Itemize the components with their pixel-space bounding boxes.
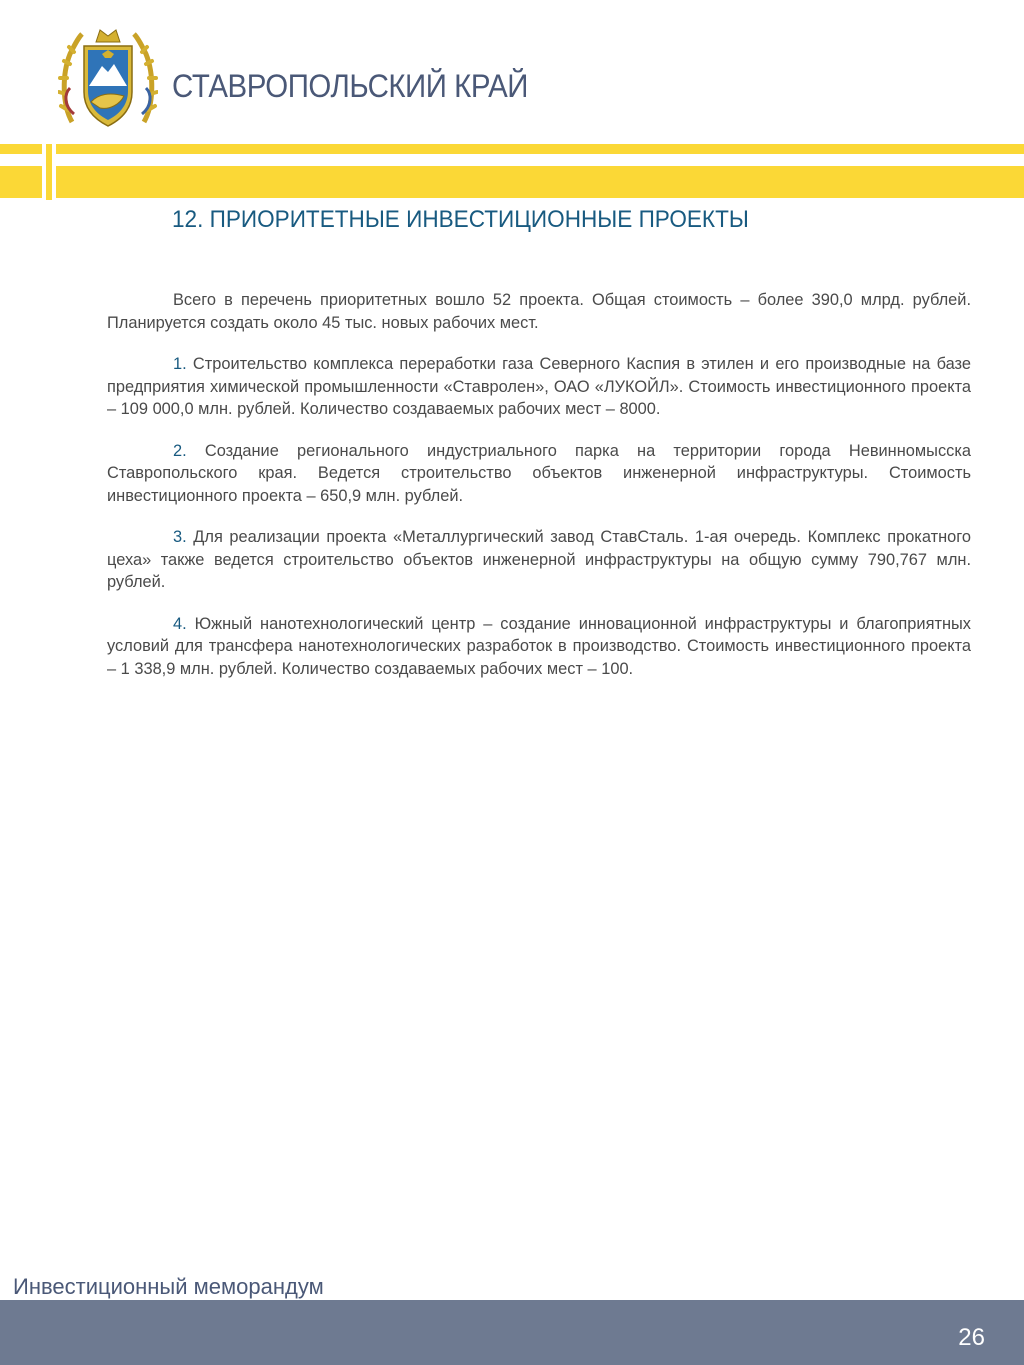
header-band-divider bbox=[42, 144, 56, 200]
intro-paragraph: Всего в перечень приоритетных вошло 52 проекта. Общая стоимость – более 390,0 млрд. рублей. Планируется создать около 45 тыс. новых рабочих мест. bbox=[107, 291, 971, 332]
project-paragraph-2 bbox=[107, 440, 971, 508]
project-text: Южный нанотехнологический центр – создание инновационной инфраструктуры и благоприятных условий для трансфера нанотехнологических разработок в производство. Стоимость инвестиционного проекта – 1 338,9 млн. рублей. Количество создаваемых рабочих мест – 100. bbox=[107, 614, 971, 678]
footer-bar bbox=[0, 1300, 1024, 1365]
header-band-bottom bbox=[0, 166, 1024, 198]
document-body bbox=[107, 289, 971, 699]
project-number: 3. bbox=[173, 528, 187, 546]
footer-caption: Инвестиционный меморандум bbox=[13, 1274, 324, 1299]
project-paragraph-3 bbox=[107, 526, 971, 594]
project-text: Для реализации проекта «Металлургический завод СтавСталь. 1-ая очередь. Комплекс прокатного цеха» также ведется строительство объектов инженерной инфраструктуры на общую сумму 790,767 млн. рублей. bbox=[107, 528, 972, 591]
page-number: 26 bbox=[958, 1324, 985, 1351]
project-number: 2. bbox=[173, 441, 187, 460]
project-text: Создание регионального индустриального парка на территории города Невинномысска Ставропольского края. Ведется строительство объектов инженерной инфраструктуры. Стоимость инвестиционного проекта – 650,9 млн. рублей. bbox=[107, 441, 971, 505]
header-band-top bbox=[0, 144, 1024, 154]
section-title: 12. ПРИОРИТЕТНЫЕ ИНВЕСТИЦИОННЫЕ ПРОЕКТЫ bbox=[172, 206, 749, 233]
project-number: 1. bbox=[173, 355, 187, 373]
project-paragraph-4 bbox=[107, 613, 971, 681]
region-title: СТАВРОПОЛЬСКИЙ КРАЙ bbox=[172, 68, 528, 104]
project-text: Строительство комплекса переработки газа Северного Каспия в этилен и его производные на базе предприятия химической промышленности «Ставролен», ОАО «ЛУКОЙЛ». Стоимость инвестиционного проекта – 109 000,0 млн. рублей. Количество создаваемых рабочих мест – 8000. bbox=[107, 355, 971, 418]
coat-of-arms-icon bbox=[58, 24, 158, 136]
project-paragraph-1 bbox=[107, 353, 971, 421]
project-number: 4. bbox=[173, 614, 187, 633]
